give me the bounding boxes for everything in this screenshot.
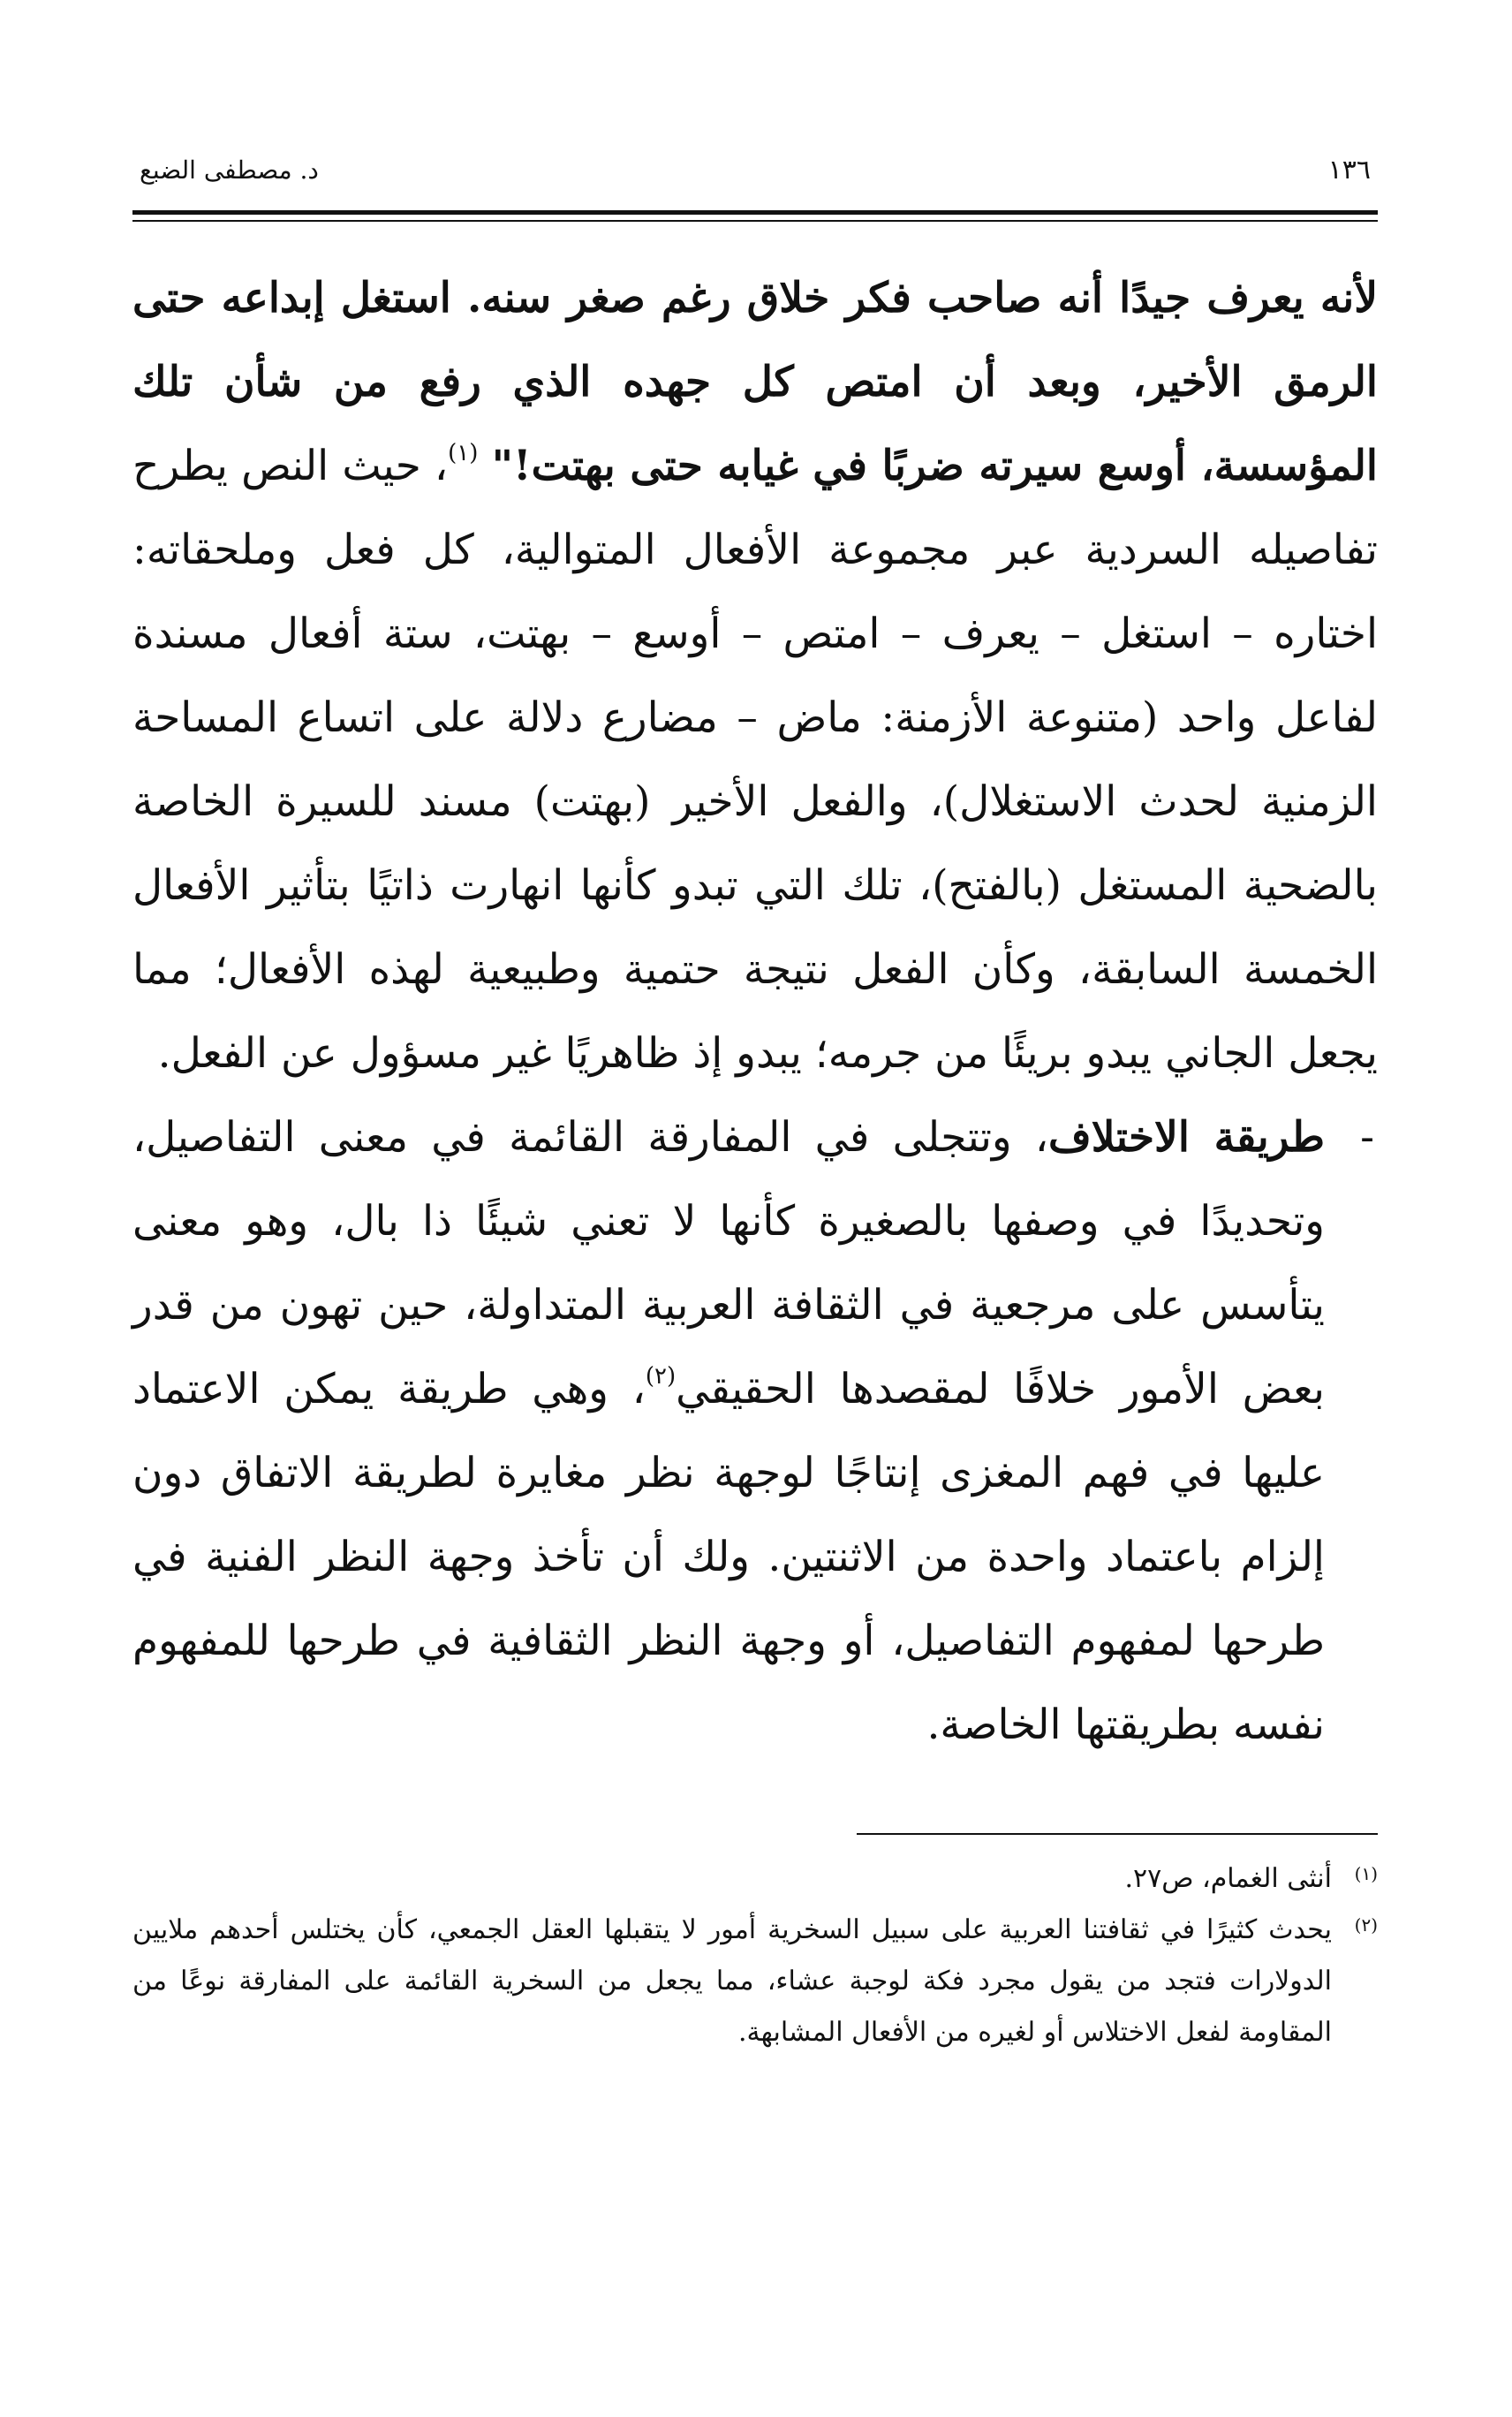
running-header [132, 148, 1378, 193]
bullet-text-part2: ، وهي طريقة يمكن الاعتماد عليها في فهم المغزى إنتاجًا لوجهة نظر مغايرة لطريقة الاتفاق دون إلزام باعتماد واحدة من الاثنتين. ولك أن تأخذ وجهة النظر الفنية في طرحها لمفهوم التفاصيل، أو وجهة النظر الثقافية في طرحها للمفهوم نفسه بطريقتها الخاصة. [132, 1365, 1325, 1749]
bold-quotation: لأنه يعرف جيدًا أنه صاحب فكر خلاق رغم صغر سنه. استغل إبداعه حتى الرمق الأخير، وبعد أن امتص كل جهده الذي رفع من شأن تلك المؤسسة، أوسع سيرته ضربًا في غيابه حتى بهتت!" [132, 274, 1378, 490]
bullet-term: طريقة الاختلاف [1048, 1113, 1326, 1162]
page-number: ١٣٦ [1327, 155, 1371, 186]
bullet-text-part1: ، وتتجلى في المفارقة القائمة في معنى التفاصيل، وتحديدًا في وصفها بالصغيرة كأنها لا تعني شيئًا ذا بال، وهو معنى يتأسس على مرجعية في الثقافة العربية المتداولة، حين تهون من قدر بعض الأمور خلافًا لمقصدها الحقيقي [132, 1113, 1325, 1413]
bullet-dash: - [1360, 1113, 1374, 1162]
footnote-2 [132, 1905, 1378, 2058]
footnote-text-2: يحدث كثيرًا في ثقافتنا العربية على سبيل السخرية أمور لا يتقبلها العقل الجمعي، كأن يختلس أحدهم ملايين الدولارات فتجد من يقول مجرد فكة لوجبة عشاء، مما يجعل من السخرية القائمة على المفارقة نوعًا من المقاومة لفعل الاختلاس أو لغيره من الأفعال المشابهة. [132, 1914, 1332, 2048]
header-rule-thick [132, 210, 1378, 215]
running-author: د. مصطفى الضبع [140, 155, 319, 185]
footnote-ref-2: (٢) [645, 1363, 677, 1390]
header-rule-thin [132, 220, 1378, 222]
main-body-text [132, 256, 1378, 1767]
bullet-item-difference-method [132, 1095, 1378, 1767]
footnote-ref-1: (١) [448, 440, 479, 466]
footnotes-section [132, 1853, 1378, 2058]
paragraph-analysis-text: ، حيث النص يطرح تفاصيله السردية عبر مجموعة الأفعال المتوالية، كل فعل وملحقاته: اختاره – استغل – يعرف – امتص – أوسع – بهتت، ستة أفعال مسندة لفاعل واحد (متنوعة الأزمنة: ماض – مضارع دلالة على اتساع المساحة الزمنية لحدث الاستغلال)، والفعل الأخير (بهتت) مسند للسيرة الخاصة بالضحية المستغل (بالفتح)، تلك التي تبدو كأنها انهارت ذاتيًا بتأثير الأفعال الخمسة السابقة، وكأن الفعل نتيجة حتمية وطبيعية لهذه الأفعال؛ مما يجعل الجاني يبدو بريئًا من جرمه؛ يبدو إذ ظاهريًا غير مسؤول عن الفعل. [132, 442, 1378, 1078]
footnote-marker-2: (٢) [1354, 1914, 1378, 1936]
footnote-marker-1: (١) [1354, 1863, 1378, 1884]
footnote-separator [857, 1833, 1378, 1835]
paragraph-continuation [132, 256, 1378, 1095]
footnote-text-1: أنثى الغمام، ص٢٧. [1124, 1863, 1332, 1894]
footnote-1 [132, 1853, 1378, 1905]
book-page [132, 0, 1378, 2417]
